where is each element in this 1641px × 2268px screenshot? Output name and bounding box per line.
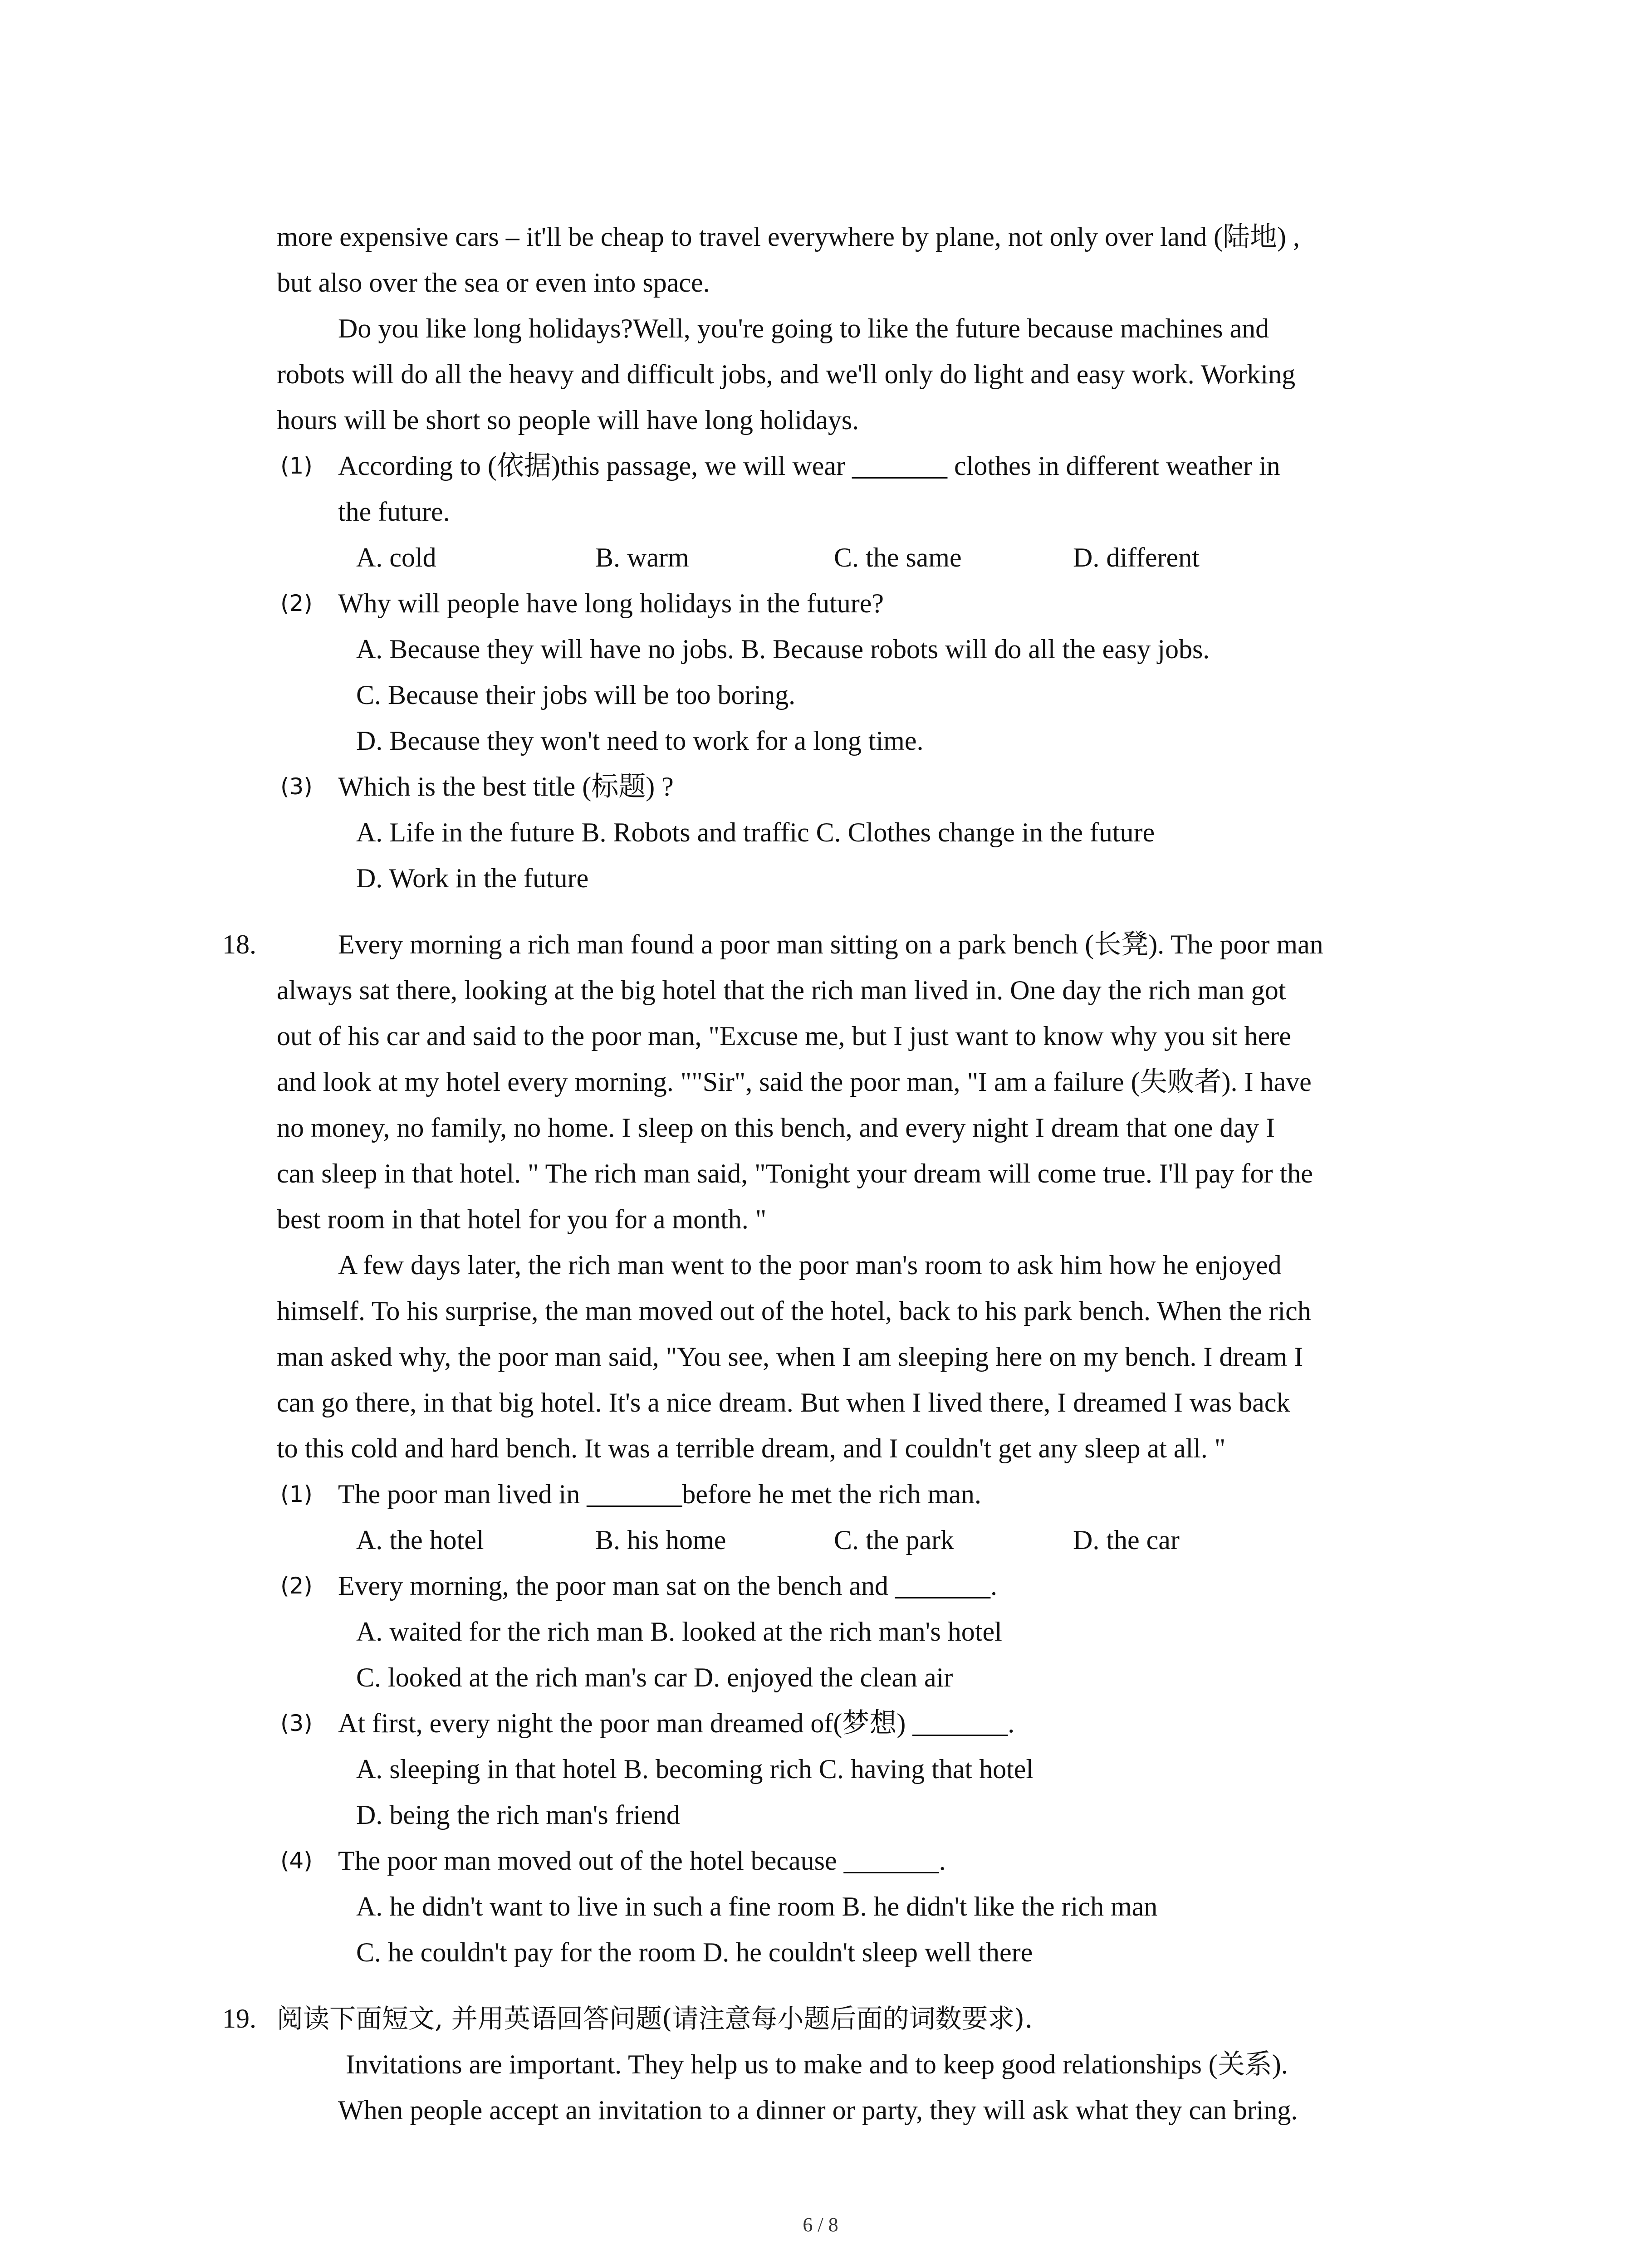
question-text: According to (依据)this passage, we will wear _______ clothes in different weather in: [338, 451, 1280, 481]
passage-18-line: best room in that hotel for you for a month. ": [277, 1204, 767, 1234]
question-number: (2): [280, 590, 313, 616]
option-line: A. waited for the rich man B. looked at the rich man's hotel: [356, 1617, 1002, 1647]
passage-17-line: but also over the sea or even into space.: [277, 268, 710, 298]
question-number: (1): [280, 453, 313, 479]
passage-18-line: and look at my hotel every morning. ""Sir", said the poor man, "I am a failure (失败者). I have: [277, 1067, 1312, 1097]
option-a: A. the hotel: [356, 1525, 484, 1555]
passage-18-line: always sat there, looking at the big hotel that the rich man lived in. One day the rich man got: [277, 975, 1286, 1005]
passage-18-line: to this cold and hard bench. It was a terrible dream, and I couldn't get any sleep at all. ": [277, 1433, 1226, 1463]
question-number: (4): [280, 1848, 313, 1874]
question-text: The poor man moved out of the hotel because _______.: [338, 1846, 946, 1876]
passage-18-line: out of his car and said to the poor man, "Excuse me, but I just want to know why you sit here: [277, 1021, 1291, 1051]
passage-19-line: When people accept an invitation to a dinner or party, they will ask what they can bring.: [338, 2095, 1298, 2125]
option-d: D. the car: [1073, 1525, 1180, 1555]
question-number: (3): [280, 1710, 313, 1736]
option-a: A. cold: [356, 543, 436, 572]
option-line: A. Because they will have no jobs. B. Because robots will do all the easy jobs.: [356, 634, 1210, 664]
option-line: C. he couldn't pay for the room D. he couldn't sleep well there: [356, 1937, 1033, 1967]
passage-18-line: Every morning a rich man found a poor man sitting on a park bench (长凳). The poor man: [338, 929, 1323, 959]
option-line: C. Because their jobs will be too boring.: [356, 680, 796, 710]
option-line: D. Because they won't need to work for a long time.: [356, 726, 924, 756]
passage-19-line: Invitations are important. They help us to make and to keep good relationships (关系).: [346, 2049, 1288, 2079]
question-number: (1): [280, 1481, 313, 1507]
page-number: 6 / 8: [803, 2214, 838, 2236]
option-line: D. being the rich man's friend: [356, 1800, 680, 1830]
question-number: (2): [280, 1573, 313, 1599]
option-line: C. looked at the rich man's car D. enjoyed the clean air: [356, 1662, 953, 1692]
passage-18-line: no money, no family, no home. I sleep on this bench, and every night I dream that one day I: [277, 1113, 1275, 1143]
section-number: 18.: [222, 929, 256, 959]
option-line: A. he didn't want to live in such a fine room B. he didn't like the rich man: [356, 1892, 1158, 1921]
option-d: D. different: [1073, 543, 1200, 572]
passage-18-line: can go there, in that big hotel. It's a nice dream. But when I lived there, I dreamed I was back: [277, 1388, 1290, 1418]
option-line: A. Life in the future B. Robots and traffic C. Clothes change in the future: [356, 817, 1155, 847]
question-text: Why will people have long holidays in the future?: [338, 588, 884, 618]
question-text: The poor man lived in _______before he met the rich man.: [338, 1479, 981, 1509]
option-b: B. warm: [595, 543, 689, 572]
section-instruction: 阅读下面短文, 并用英语回答问题(请注意每小题后面的词数要求).: [277, 2003, 1033, 2034]
passage-18-line: himself. To his surprise, the man moved out of the hotel, back to his park bench. When the rich: [277, 1296, 1311, 1326]
option-c: C. the same: [834, 543, 962, 572]
option-line: A. sleeping in that hotel B. becoming rich C. having that hotel: [356, 1754, 1034, 1784]
passage-18-line: A few days later, the rich man went to the poor man's room to ask him how he enjoyed: [338, 1250, 1282, 1280]
question-number: (3): [280, 773, 313, 800]
section-number: 19.: [222, 2004, 256, 2033]
option-c: C. the park: [834, 1525, 954, 1555]
question-text: the future.: [338, 497, 450, 527]
passage-18-line: can sleep in that hotel. " The rich man said, "Tonight your dream will come true. I'll pay for the: [277, 1158, 1313, 1188]
passage-18-line: man asked why, the poor man said, "You see, when I am sleeping here on my bench. I dream I: [277, 1342, 1303, 1372]
passage-17-line: hours will be short so people will have long holidays.: [277, 405, 859, 435]
passage-17-line: more expensive cars – it'll be cheap to travel everywhere by plane, not only over land (陆地) ,: [277, 222, 1300, 252]
question-text: Every morning, the poor man sat on the bench and _______.: [338, 1571, 998, 1601]
passage-17-line: Do you like long holidays?Well, you're going to like the future because machines and: [338, 313, 1269, 343]
option-line: D. Work in the future: [356, 863, 589, 893]
option-b: B. his home: [595, 1525, 726, 1555]
question-text: At first, every night the poor man dreamed of(梦想) _______.: [338, 1708, 1015, 1738]
passage-17-line: robots will do all the heavy and difficult jobs, and we'll only do light and easy work. Working: [277, 359, 1296, 389]
question-text: Which is the best title (标题) ?: [338, 772, 674, 802]
